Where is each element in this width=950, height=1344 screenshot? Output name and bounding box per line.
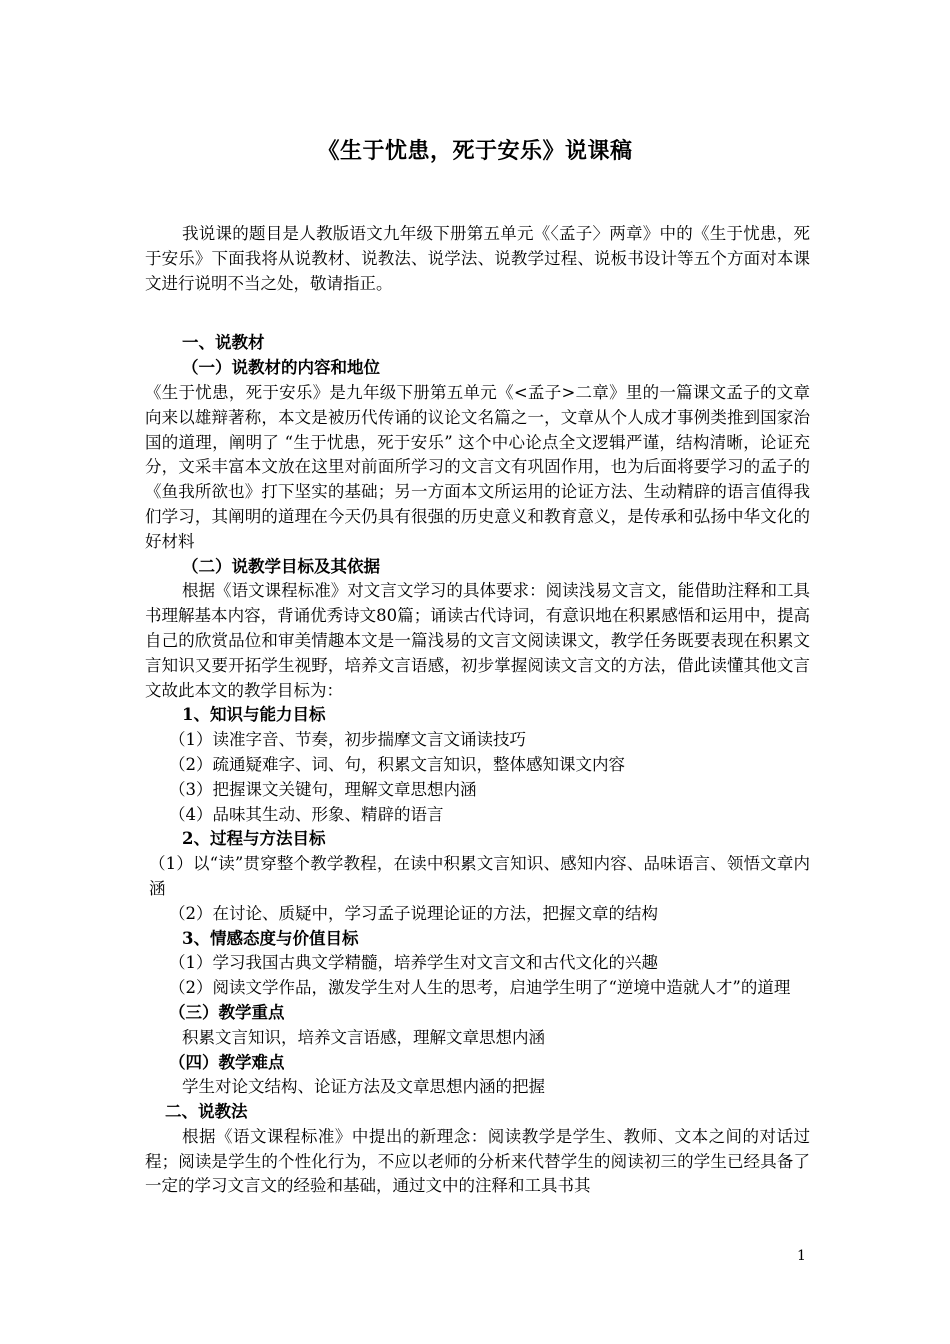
teaching-difficulty-text: 学生对论文结构、论证方法及文章思想内涵的把握 (182, 1077, 545, 1097)
goal-heading-knowledge-ability: 1、知识与能力目标 (182, 705, 326, 725)
subheading-teaching-focus: （三）教学重点 (169, 1002, 285, 1022)
document-title: 《生于忧患，死于安乐》说课稿 (317, 138, 633, 164)
teaching-focus-text: 积累文言知识，培养文言语感，理解文章思想内涵 (182, 1027, 545, 1047)
subheading-content-and-position: （一）说教材的内容和地位 (182, 358, 380, 378)
goal-item: （2）在讨论、质疑中，学习孟子说理论证的方法，把握文章的结构 (169, 903, 658, 923)
section-heading-teaching-material: 一、说教材 (182, 333, 265, 353)
document-body (145, 222, 810, 1199)
goal-item: （1）学习我国古典文学精髓，培养学生对文言文和古代文化的兴趣 (169, 953, 658, 973)
intro-paragraph: 我说课的题目是人教版语文九年级下册第五单元《〈孟子〉两章》中的《生于忧患，死于安乐》下面我将从说教材、说教法、说学法、说教学过程、说板书设计等五个方面对本课文进行说明不当之处，敬请指正。 (145, 224, 810, 293)
teaching-method-paragraph: 根据《语文课程标准》中提出的新理念：阅读教学是学生、教师、文本之间的对话过程；阅读是学生的个性化行为，不应以老师的分析来代替学生的阅读初三的学生已经具备了一定的学习文言文的经验和基础，通过文中的注释和工具书其 (145, 1126, 810, 1196)
content-and-position-paragraph: 《生于忧患，死于安乐》是九年级下册第五单元《<孟子>二章》里的一篇课文孟子的文章向来以雄辩著称，本文是被历代传诵的议论文名篇之一，文章从个人成才事例类推到国家治国的道理，阐明了 “生于忧患，死于安乐” 这个中心论点全文逻辑严谨，结构清晰，论证充分，文采丰富本文放在这里对前面所学习的文言文有巩固作用，也为后面将要学习的孟子的《鱼我所欲也》打下坚实的基础；另一方面本文所运用的论证方法、生动精辟的语言值得我们学习，其阐明的道理在今天仍具有很强的历史意义和教育意义，是传承和弘扬中华文化的好材料 (145, 382, 810, 551)
goal-item: （1）以“读”贯穿整个教学教程，在读中积累文言知识、感知内容、品味语言、领悟文章内涵 (149, 854, 810, 898)
section-gap (145, 296, 810, 331)
goal-item: （2）阅读文学作品，激发学生对人生的思考，启迪学生明了“逆境中造就人才”的道理 (169, 978, 791, 998)
subheading-teaching-difficulty: （四）教学难点 (169, 1052, 285, 1072)
goal-heading-emotion-value: 3、情感态度与价值目标 (182, 928, 359, 948)
goal-item: （2）疏通疑难字、词、句，积累文言知识，整体感知课文内容 (169, 754, 625, 774)
goal-heading-process-method: 2、过程与方法目标 (182, 829, 326, 849)
goal-item: （1）读准字音、节奏，初步揣摩文言文诵读技巧 (169, 730, 526, 750)
goal-item: （4）品味其生动、形象、精辟的语言 (169, 804, 444, 824)
goal-item: （3）把握课文关键句，理解文章思想内涵 (169, 779, 477, 799)
subheading-teaching-goals: （二）说教学目标及其依据 (182, 556, 380, 576)
teaching-goals-paragraph: 根据《语文课程标准》对文言文学习的具体要求：阅读浅易文言文，能借助注释和工具书理解基本内容，背诵优秀诗文80篇；诵读古代诗词，有意识地在积累感悟和运用中，提高自己的欣赏品位和审美情趣本文是一篇浅易的文言文阅读课文，教学任务既要表现在积累文言知识又要开拓学生视野，培养文言语感，初步掌握阅读文言文的方法，借此读懂其他文言文故此本文的教学目标为： (145, 581, 810, 700)
page-number: 1 (797, 1248, 806, 1264)
section-heading-teaching-method: 二、说教法 (165, 1102, 248, 1122)
